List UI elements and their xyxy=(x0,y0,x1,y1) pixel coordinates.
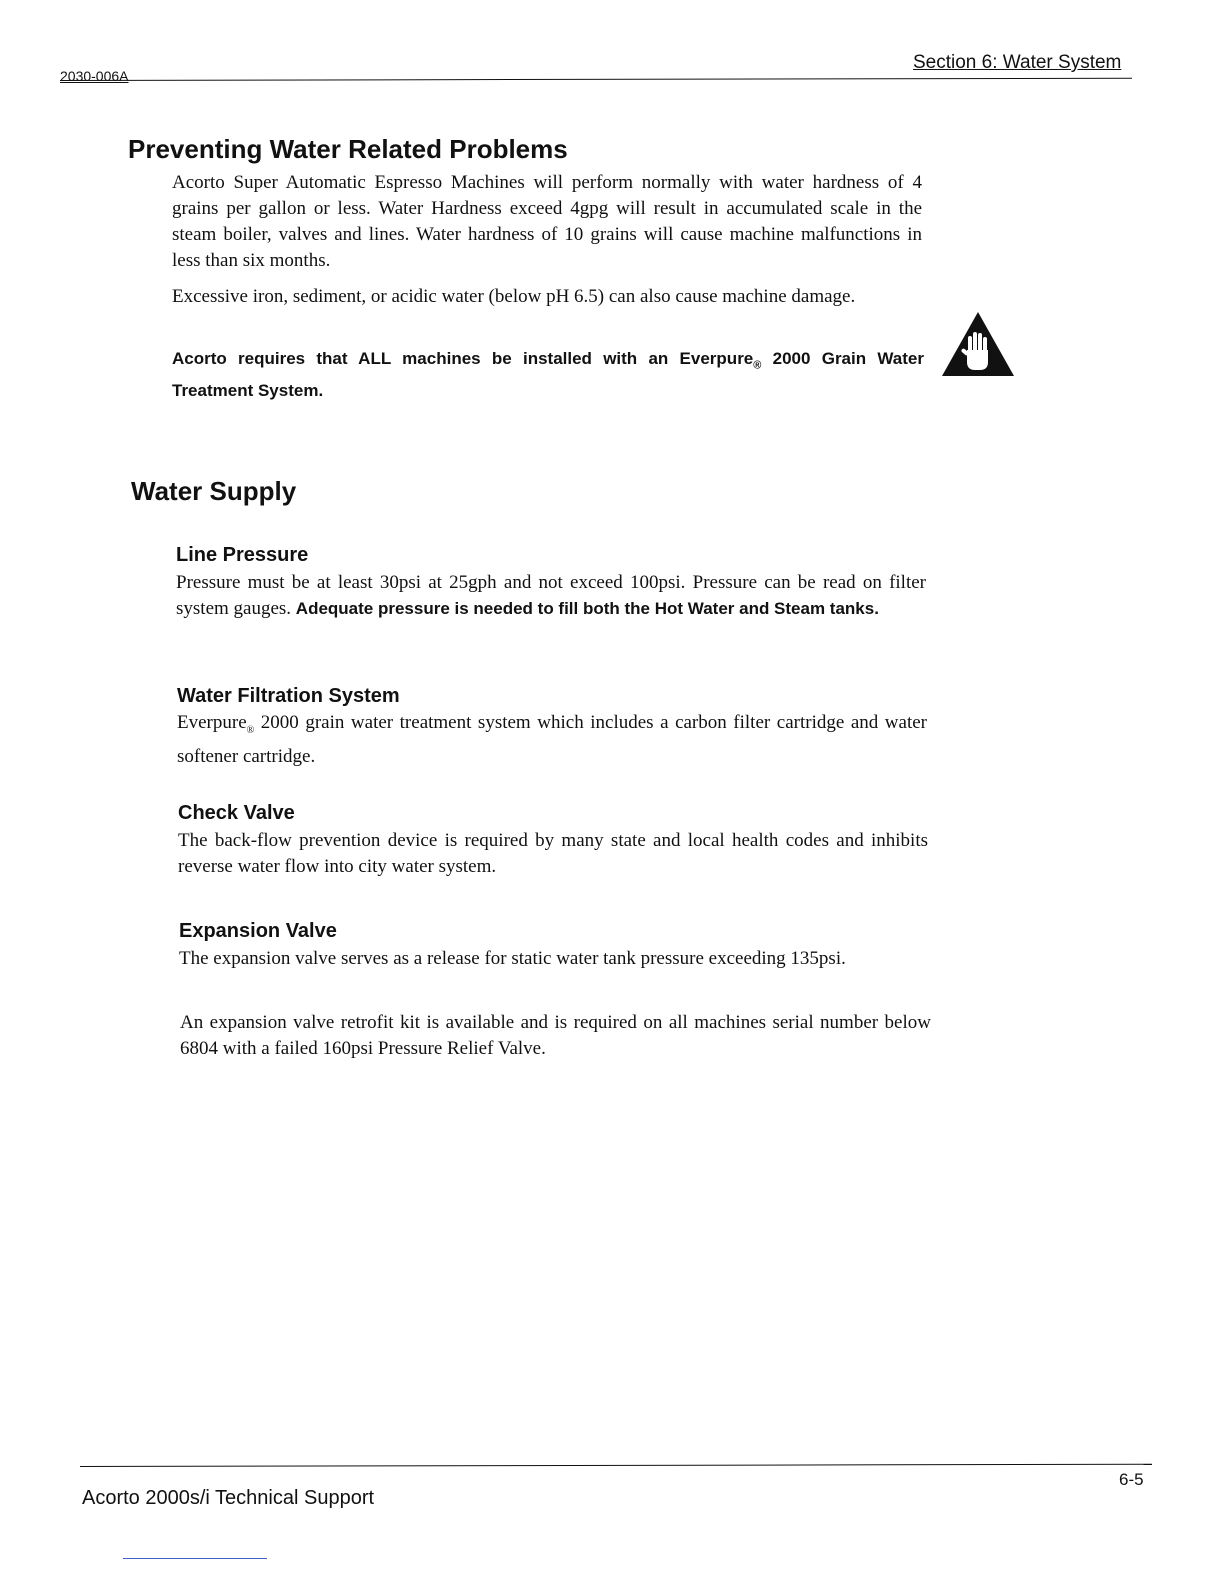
stop-hand-warning-icon xyxy=(940,310,1016,378)
water-filtration-heading: Water Filtration System xyxy=(177,685,400,707)
section-title: Section 6: Water System xyxy=(913,52,1122,73)
water-supply-heading: Water Supply xyxy=(131,476,297,506)
preventing-paragraph-2: Excessive iron, sediment, or acidic water (below pH 6.5) can also cause machine damage. xyxy=(172,286,856,307)
doc-code: 2030-006A xyxy=(60,68,129,84)
expansion-valve-paragraph-1: The expansion valve serves as a release for static water tank pressure exceeding 135psi. xyxy=(179,948,846,969)
note-text-b: 2000 Grain Water Treatment System. xyxy=(172,349,924,401)
expansion-valve-heading: Expansion Valve xyxy=(179,920,337,942)
check-valve-heading: Check Valve xyxy=(178,802,295,824)
line-pressure-bold-text: Adequate pressure is needed to fill both the Hot Water and Steam tanks. xyxy=(295,599,879,618)
filtration-text: 2000 grain water treatment system which includes a carbon filter cartridge and water softener cartridge. xyxy=(177,712,927,767)
page-number: 6-5 xyxy=(1119,1470,1144,1489)
header-rule xyxy=(60,78,1132,81)
footer-title: Acorto 2000s/i Technical Support xyxy=(82,1487,375,1509)
water-filtration-paragraph xyxy=(177,710,927,770)
registered-mark: ® xyxy=(753,359,762,372)
filtration-registered-mark: ® xyxy=(246,724,255,736)
footer-rule xyxy=(80,1464,1152,1467)
bottom-blue-rule xyxy=(123,1558,267,1559)
note-text-a: Acorto requires that ALL machines be installed with an Everpure xyxy=(172,349,754,368)
preventing-heading: Preventing Water Related Problems xyxy=(128,134,568,164)
everpure-requirement-note xyxy=(172,346,924,403)
expansion-valve-paragraph-2: An expansion valve retrofit kit is available and is required on all machines serial number below 6804 with a failed 160psi Pressure Relief Valve. xyxy=(180,1012,931,1059)
filtration-brand: Everpure xyxy=(177,712,247,733)
line-pressure-heading: Line Pressure xyxy=(176,544,309,566)
check-valve-paragraph: The back-flow prevention device is required by many state and local health codes and inhibits reverse water flow into city water system. xyxy=(178,830,928,877)
line-pressure-text: Pressure must be at least 30psi at 25gph and not exceed 100psi. Pressure can be read on filter system gauges. xyxy=(176,572,926,619)
line-pressure-paragraph xyxy=(176,570,926,622)
preventing-paragraph-1: Acorto Super Automatic Espresso Machines will perform normally with water hardness of 4 grains per gallon or less. Water Hardness exceed 4gpg will result in accumulated scale in the steam boiler, valves and lines. Water hardness of 10 grains will cause machine malfunctions in less than six months. xyxy=(172,172,922,271)
